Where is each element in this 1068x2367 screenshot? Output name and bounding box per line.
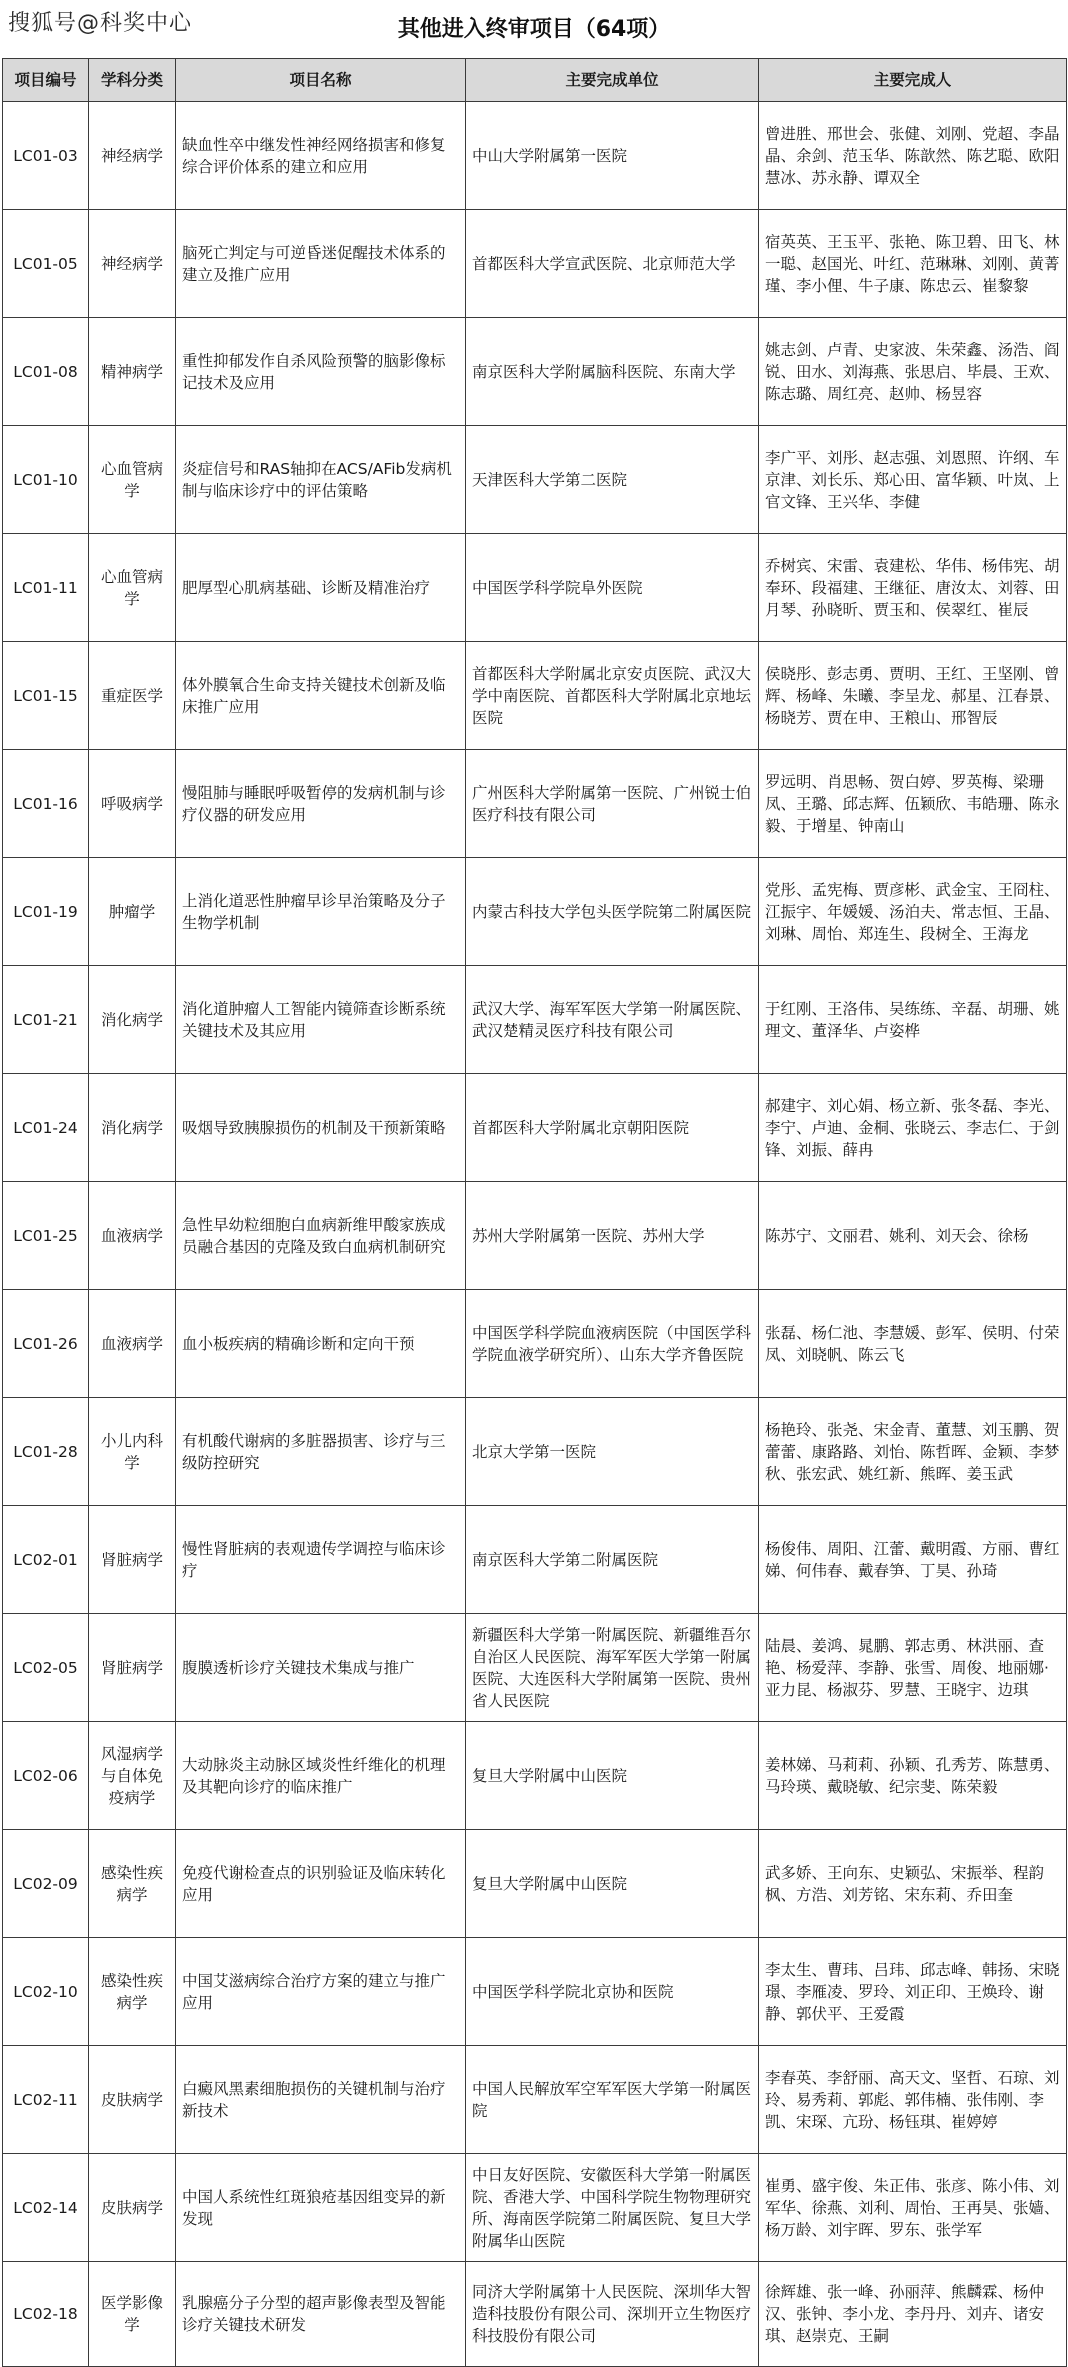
completing-unit-cell: 北京大学第一医院: [466, 1398, 759, 1506]
completing-unit-cell: 武汉大学、海军军医大学第一附属医院、武汉楚精灵医疗科技有限公司: [466, 966, 759, 1074]
header-category: 学科分类: [89, 59, 176, 102]
source-watermark: 搜狐号@科奖中心: [8, 11, 193, 36]
project-name-cell: 血小板疾病的精确诊断和定向干预: [176, 1290, 466, 1398]
project-code-cell: LC01-21: [3, 966, 89, 1074]
discipline-cell: 心血管病学: [89, 534, 176, 642]
project-name-cell: 消化道肿瘤人工智能内镜筛查诊断系统关键技术及其应用: [176, 966, 466, 1074]
table-row: [3, 1074, 1067, 1182]
project-name-cell: 慢性肾脏病的表观遗传学调控与临床诊疗: [176, 1506, 466, 1614]
project-table: [2, 58, 1067, 2367]
table-row: [3, 2046, 1067, 2154]
completing-unit-cell: 内蒙古科技大学包头医学院第二附属医院: [466, 858, 759, 966]
table-row: [3, 1938, 1067, 2046]
project-code-cell: LC02-01: [3, 1506, 89, 1614]
project-name-cell: 体外膜氧合生命支持关键技术创新及临床推广应用: [176, 642, 466, 750]
project-name-cell: 大动脉炎主动脉区域炎性纤维化的机理及其靶向诊疗的临床推广: [176, 1722, 466, 1830]
project-code-cell: LC01-16: [3, 750, 89, 858]
project-code-cell: LC02-10: [3, 1938, 89, 2046]
completing-people-cell: 宿英英、王玉平、张艳、陈卫碧、田飞、林一聪、赵国光、叶红、范琳琳、刘刚、黄菁瑾、李小俚、牛子康、陈忠云、崔黎黎: [759, 210, 1067, 318]
completing-people-cell: 李春英、李舒丽、高天文、坚哲、石琼、刘玲、易秀莉、郭彪、郭伟楠、张伟刚、李凯、宋琛、亢玢、杨钰琪、崔婷婷: [759, 2046, 1067, 2154]
table-row: [3, 1290, 1067, 1398]
discipline-cell: 皮肤病学: [89, 2046, 176, 2154]
discipline-cell: 血液病学: [89, 1182, 176, 1290]
completing-unit-cell: 广州医科大学附属第一医院、广州锐士伯医疗科技有限公司: [466, 750, 759, 858]
project-code-cell: LC01-28: [3, 1398, 89, 1506]
completing-people-cell: 李广平、刘彤、赵志强、刘恩照、许纲、车京津、刘长乐、郑心田、富华颖、叶岚、上官文锋、王兴华、李健: [759, 426, 1067, 534]
discipline-cell: 消化病学: [89, 1074, 176, 1182]
discipline-cell: 神经病学: [89, 210, 176, 318]
table-row: [3, 642, 1067, 750]
completing-unit-cell: 新疆医科大学第一附属医院、新疆维吾尔自治区人民医院、海军军医大学第一附属医院、大连医科大学附属第一医院、贵州省人民医院: [466, 1614, 759, 1722]
completing-people-cell: 侯晓彤、彭志勇、贾明、王红、王坚刚、曾辉、杨峰、朱曦、李呈龙、郝星、江春景、杨晓芳、贾在申、王粮山、邢智辰: [759, 642, 1067, 750]
discipline-cell: 风湿病学与自体免疫病学: [89, 1722, 176, 1830]
header-code: 项目编号: [3, 59, 89, 102]
table-row: [3, 1398, 1067, 1506]
project-code-cell: LC01-10: [3, 426, 89, 534]
project-name-cell: 肥厚型心肌病基础、诊断及精准治疗: [176, 534, 466, 642]
completing-unit-cell: 首都医科大学附属北京安贞医院、武汉大学中南医院、首都医科大学附属北京地坛医院: [466, 642, 759, 750]
discipline-cell: 感染性疾病学: [89, 1830, 176, 1938]
completing-unit-cell: 首都医科大学宣武医院、北京师范大学: [466, 210, 759, 318]
table-row: [3, 1614, 1067, 1722]
table-row: [3, 1506, 1067, 1614]
discipline-cell: 小儿内科学: [89, 1398, 176, 1506]
completing-unit-cell: 首都医科大学附属北京朝阳医院: [466, 1074, 759, 1182]
completing-unit-cell: 中国医学科学院北京协和医院: [466, 1938, 759, 2046]
project-name-cell: 白癜风黑素细胞损伤的关键机制与治疗新技术: [176, 2046, 466, 2154]
project-name-cell: 脑死亡判定与可逆昏迷促醒技术体系的建立及推广应用: [176, 210, 466, 318]
project-name-cell: 免疫代谢检查点的识别验证及临床转化应用: [176, 1830, 466, 1938]
project-code-cell: LC02-18: [3, 2262, 89, 2367]
discipline-cell: 肾脏病学: [89, 1614, 176, 1722]
completing-people-cell: 张磊、杨仁池、李慧媛、彭军、侯明、付荣凤、刘晓帆、陈云飞: [759, 1290, 1067, 1398]
project-name-cell: 腹膜透析诊疗关键技术集成与推广: [176, 1614, 466, 1722]
completing-people-cell: 武多娇、王向东、史颖弘、宋振举、程韵枫、方浩、刘芳铭、宋东莉、乔田奎: [759, 1830, 1067, 1938]
discipline-cell: 精神病学: [89, 318, 176, 426]
completing-unit-cell: 中山大学附属第一医院: [466, 102, 759, 210]
project-code-cell: LC01-15: [3, 642, 89, 750]
project-code-cell: LC02-05: [3, 1614, 89, 1722]
table-row: [3, 534, 1067, 642]
table-row: [3, 1722, 1067, 1830]
discipline-cell: 神经病学: [89, 102, 176, 210]
table-row: [3, 426, 1067, 534]
project-code-cell: LC01-03: [3, 102, 89, 210]
project-code-cell: LC01-25: [3, 1182, 89, 1290]
project-code-cell: LC02-06: [3, 1722, 89, 1830]
project-name-cell: 中国人系统性红斑狼疮基因组变异的新发现: [176, 2154, 466, 2262]
discipline-cell: 皮肤病学: [89, 2154, 176, 2262]
project-name-cell: 重性抑郁发作自杀风险预警的脑影像标记技术及应用: [176, 318, 466, 426]
completing-people-cell: 崔勇、盛宇俊、朱正伟、张彦、陈小伟、刘军华、徐燕、刘利、周怡、王再昊、张嫱、杨万龄、刘宇晖、罗东、张学军: [759, 2154, 1067, 2262]
project-code-cell: LC01-19: [3, 858, 89, 966]
completing-unit-cell: 同济大学附属第十人民医院、深圳华大智造科技股份有限公司、深圳开立生物医疗科技股份有限公司: [466, 2262, 759, 2367]
completing-unit-cell: 天津医科大学第二医院: [466, 426, 759, 534]
project-name-cell: 炎症信号和RAS轴抑在ACS/AFib发病机制与临床诊疗中的评估策略: [176, 426, 466, 534]
project-name-cell: 上消化道恶性肿瘤早诊早治策略及分子生物学机制: [176, 858, 466, 966]
discipline-cell: 感染性疾病学: [89, 1938, 176, 2046]
project-code-cell: LC02-11: [3, 2046, 89, 2154]
completing-people-cell: 党彤、孟宪梅、贾彦彬、武金宝、王冏柱、江振宇、年媛媛、汤泊夫、常志恒、王晶、刘琳、周怡、郑连生、段树全、王海龙: [759, 858, 1067, 966]
project-code-cell: LC01-26: [3, 1290, 89, 1398]
completing-people-cell: 陆晨、姜鸿、晁鹏、郭志勇、林洪丽、查艳、杨爱萍、李静、张雪、周俊、地丽娜·亚力昆、杨淑芬、罗慧、王晓宇、边琪: [759, 1614, 1067, 1722]
project-name-cell: 吸烟导致胰腺损伤的机制及干预新策略: [176, 1074, 466, 1182]
completing-people-cell: 曾进胜、邢世会、张健、刘刚、党超、李晶晶、余剑、范玉华、陈歆然、陈艺聪、欧阳慧冰、苏永静、谭双全: [759, 102, 1067, 210]
project-code-cell: LC02-09: [3, 1830, 89, 1938]
completing-unit-cell: 南京医科大学附属脑科医院、东南大学: [466, 318, 759, 426]
completing-people-cell: 李太生、曹玮、吕玮、邱志峰、韩扬、宋晓璟、李雁凌、罗玲、刘正印、王焕玲、谢静、郭伏平、王爱霞: [759, 1938, 1067, 2046]
completing-unit-cell: 中国医学科学院阜外医院: [466, 534, 759, 642]
completing-people-cell: 郝建宇、刘心娟、杨立新、张冬磊、李光、李宁、卢迪、金桐、张晓云、李志仁、于剑锋、刘振、薛冉: [759, 1074, 1067, 1182]
discipline-cell: 消化病学: [89, 966, 176, 1074]
project-name-cell: 有机酸代谢病的多脏器损害、诊疗与三级防控研究: [176, 1398, 466, 1506]
table-row: [3, 858, 1067, 966]
completing-people-cell: 罗远明、肖思畅、贺白婷、罗英梅、梁珊凤、王璐、邱志辉、伍颖欣、韦皓珊、陈永毅、于增星、钟南山: [759, 750, 1067, 858]
table-header-row: [3, 59, 1067, 102]
project-code-cell: LC02-14: [3, 2154, 89, 2262]
discipline-cell: 呼吸病学: [89, 750, 176, 858]
table-row: [3, 2154, 1067, 2262]
completing-unit-cell: 中日友好医院、安徽医科大学第一附属医院、香港大学、中国科学院生物物理研究所、海南医学院第二附属医院、复旦大学附属华山医院: [466, 2154, 759, 2262]
project-name-cell: 中国艾滋病综合治疗方案的建立与推广应用: [176, 1938, 466, 2046]
completing-unit-cell: 复旦大学附属中山医院: [466, 1830, 759, 1938]
completing-people-cell: 徐辉雄、张一峰、孙丽萍、熊麟霖、杨仲汉、张钟、李小龙、李丹丹、刘卉、诸安琪、赵崇克、王嗣: [759, 2262, 1067, 2367]
completing-unit-cell: 苏州大学附属第一医院、苏州大学: [466, 1182, 759, 1290]
completing-unit-cell: 南京医科大学第二附属医院: [466, 1506, 759, 1614]
table-row: [3, 1830, 1067, 1938]
discipline-cell: 医学影像学: [89, 2262, 176, 2367]
project-code-cell: LC01-08: [3, 318, 89, 426]
completing-people-cell: 姚志剑、卢青、史家波、朱荣鑫、汤浩、阎锐、田水、刘海燕、张思启、毕晨、王欢、陈志璐、周红亮、赵帅、杨昱容: [759, 318, 1067, 426]
table-row: [3, 318, 1067, 426]
project-name-cell: 乳腺癌分子分型的超声影像表型及智能诊疗关键技术研发: [176, 2262, 466, 2367]
project-code-cell: LC01-11: [3, 534, 89, 642]
completing-people-cell: 杨俊伟、周阳、江蕾、戴明霞、方丽、曹红娣、何伟春、戴春笋、丁昊、孙琦: [759, 1506, 1067, 1614]
project-name-cell: 慢阻肺与睡眠呼吸暂停的发病机制与诊疗仪器的研发应用: [176, 750, 466, 858]
completing-people-cell: 陈苏宁、文丽君、姚利、刘天会、徐杨: [759, 1182, 1067, 1290]
table-row: [3, 102, 1067, 210]
completing-unit-cell: 复旦大学附属中山医院: [466, 1722, 759, 1830]
completing-people-cell: 乔树宾、宋雷、袁建松、华伟、杨伟宪、胡奉环、段福建、王继征、唐汝太、刘蓉、田月琴、孙晓昕、贾玉和、侯翠红、崔辰: [759, 534, 1067, 642]
project-name-cell: 急性早幼粒细胞白血病新维甲酸家族成员融合基因的克隆及致白血病机制研究: [176, 1182, 466, 1290]
table-row: [3, 966, 1067, 1074]
header-name: 项目名称: [176, 59, 466, 102]
header-unit: 主要完成单位: [466, 59, 759, 102]
completing-people-cell: 杨艳玲、张尧、宋金青、董慧、刘玉鹏、贺蕾蕾、康路路、刘怡、陈哲晖、金颖、李梦秋、张宏武、姚红新、熊晖、姜玉武: [759, 1398, 1067, 1506]
discipline-cell: 心血管病学: [89, 426, 176, 534]
discipline-cell: 重症医学: [89, 642, 176, 750]
completing-unit-cell: 中国医学科学院血液病医院（中国医学科学院血液学研究所）、山东大学齐鲁医院: [466, 1290, 759, 1398]
project-code-cell: LC01-05: [3, 210, 89, 318]
table-row: [3, 1182, 1067, 1290]
table-row: [3, 210, 1067, 318]
discipline-cell: 肾脏病学: [89, 1506, 176, 1614]
completing-people-cell: 于红刚、王洛伟、吴练练、辛磊、胡珊、姚理文、董泽华、卢姿桦: [759, 966, 1067, 1074]
discipline-cell: 肿瘤学: [89, 858, 176, 966]
completing-people-cell: 姜林娣、马莉莉、孙颖、孔秀芳、陈慧勇、马玲瑛、戴晓敏、纪宗斐、陈荣毅: [759, 1722, 1067, 1830]
table-row: [3, 750, 1067, 858]
completing-unit-cell: 中国人民解放军空军军医大学第一附属医院: [466, 2046, 759, 2154]
header-people: 主要完成人: [759, 59, 1067, 102]
table-row: [3, 2262, 1067, 2367]
page-title: 其他进入终审项目（64项）: [397, 16, 671, 42]
project-name-cell: 缺血性卒中继发性神经网络损害和修复综合评价体系的建立和应用: [176, 102, 466, 210]
project-code-cell: LC01-24: [3, 1074, 89, 1182]
discipline-cell: 血液病学: [89, 1290, 176, 1398]
